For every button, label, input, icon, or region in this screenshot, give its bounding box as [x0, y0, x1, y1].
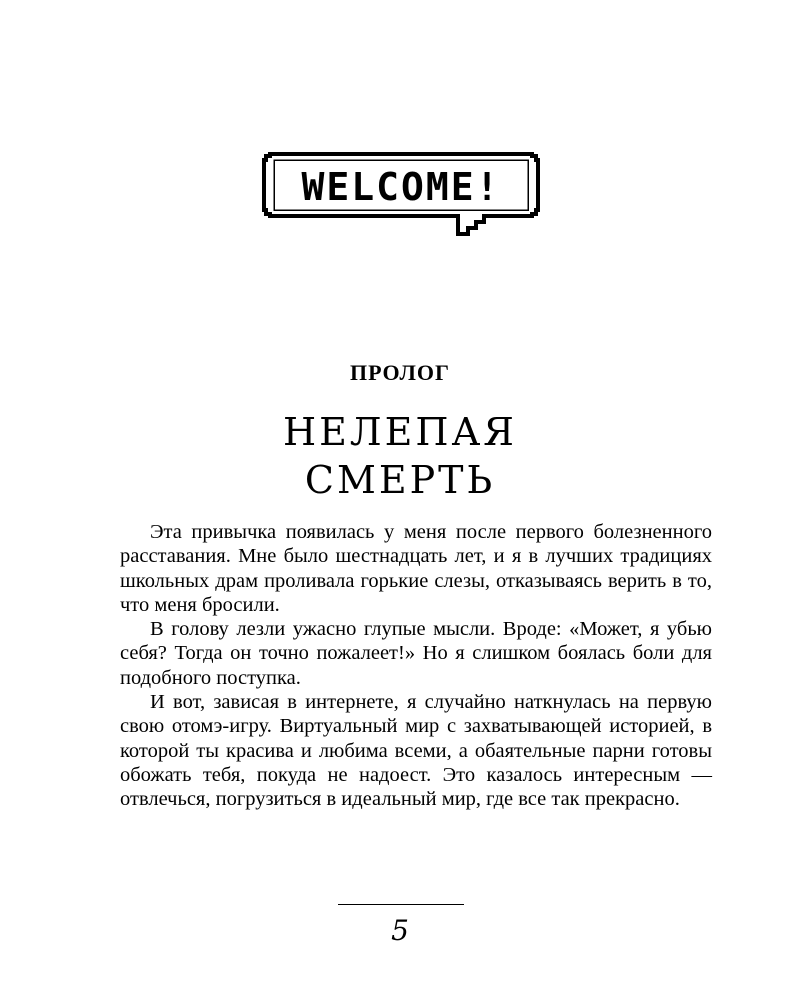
paragraph: Эта привычка появилась у меня после первого болезненного расставания. Мне было шестнадцать лет, и я в лучших традициях школьных драм проливала горькие слезы, отказываясь верить в то, что меня бросили. — [120, 521, 712, 616]
chapter-title-line-1: НЕЛЕПАЯ — [283, 410, 517, 454]
paragraph: И вот, зависая в интернете, я случайно наткнулась на первую свою отомэ-игру. Виртуальный мир с захватывающей историей, в которой ты красива и любима всеми, а обаятельные парни готовы обожать тебя, покуда не надоест. Это казалось интересным — отвлечься, погрузиться в идеальный мир, где все так прекрасно. — [120, 691, 712, 811]
chapter-title — [0, 408, 800, 504]
welcome-speech-bubble — [262, 152, 542, 242]
prologue-label: ПРОЛОГ — [350, 360, 450, 385]
page-number: 5 — [391, 914, 409, 947]
welcome-text: WELCOME! — [301, 165, 501, 209]
paragraph: В голову лезли ужасно глупые мысли. Вроде: «Может, я убью себя? Тогда он точно пожалеет!» Но я слишком боялась боли для подобного поступка. — [120, 618, 712, 689]
page-number-rule — [338, 904, 464, 905]
body-text — [120, 520, 712, 812]
chapter-title-line-2: СМЕРТЬ — [304, 458, 496, 502]
